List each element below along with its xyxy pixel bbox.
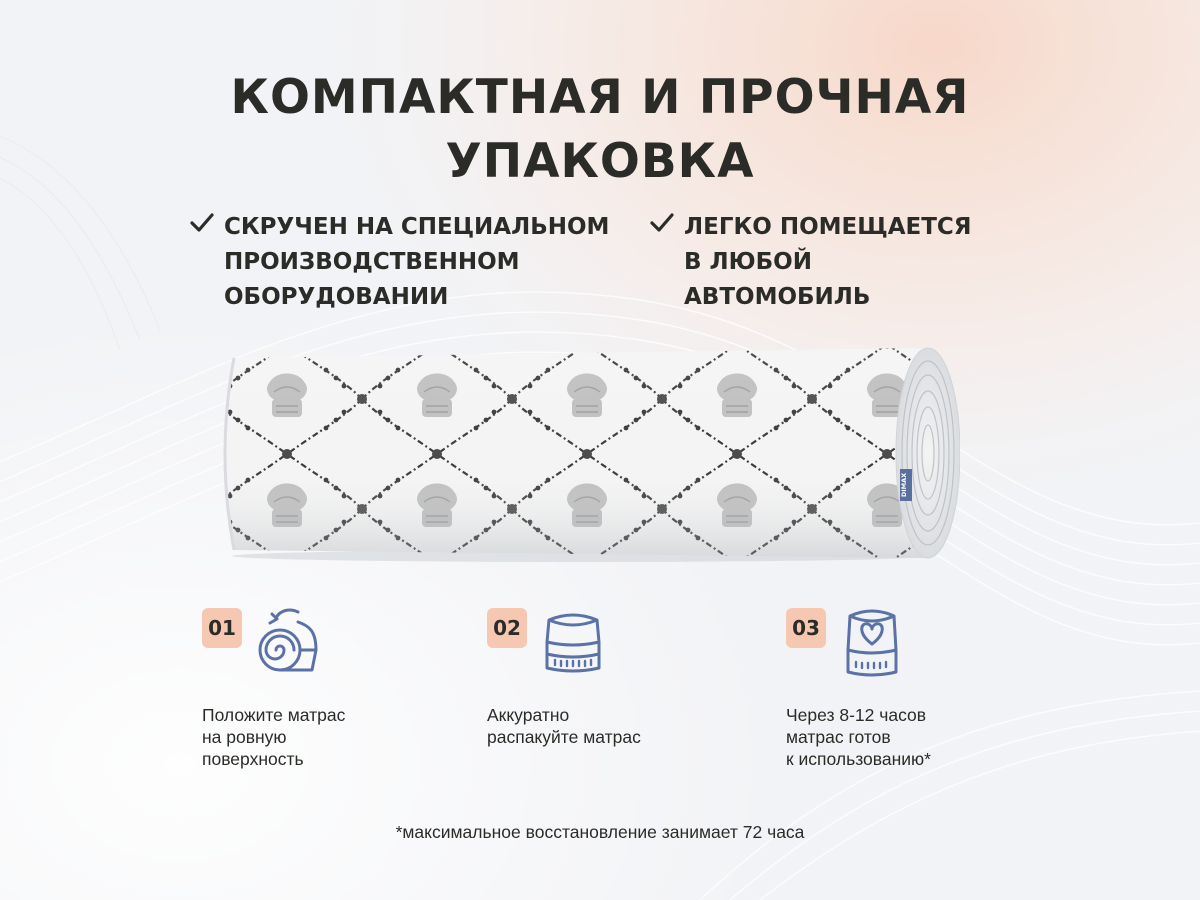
brand-tag: DIMAX xyxy=(900,472,908,498)
feature-bullet-rolled xyxy=(190,210,609,315)
title-line-2: УПАКОВКА xyxy=(445,134,755,189)
step-text-line: Положите матрас xyxy=(202,705,346,725)
step-text-line: матрас готов xyxy=(786,727,891,747)
step-text-line: к использованию* xyxy=(786,749,931,769)
step-text-line: Через 8-12 часов xyxy=(786,705,927,725)
bullet-line: ПРОИЗВОДСТВЕННОМ xyxy=(224,249,520,275)
footnote: *максимальное восстановление занимает 72 часа xyxy=(395,822,805,842)
step-text-line: поверхность xyxy=(202,749,304,769)
unroll-mattress-icon xyxy=(254,602,322,680)
check-icon xyxy=(650,212,674,234)
step-number-badge: 03 xyxy=(786,608,826,648)
bullet-line: В ЛЮБОЙ xyxy=(684,249,812,275)
check-icon xyxy=(190,212,214,234)
mattress-icon xyxy=(539,602,607,680)
step-number-badge: 02 xyxy=(487,608,527,648)
step-text-line: Аккуратно xyxy=(487,705,570,725)
step-text-line: на ровную xyxy=(202,727,287,747)
bullet-line: ОБОРУДОВАНИИ xyxy=(224,284,449,310)
step-text-line: распакуйте матрас xyxy=(487,727,641,747)
title-line-1: КОМПАКТНАЯ И ПРОЧНАЯ xyxy=(230,70,970,125)
bullet-line: ЛЕГКО ПОМЕЩАЕТСЯ xyxy=(684,214,972,240)
step-number-badge: 01 xyxy=(202,608,242,648)
bullet-line: СКРУЧЕН НА СПЕЦИАЛЬНОМ xyxy=(224,214,610,240)
feature-bullet-fits-car xyxy=(650,210,972,315)
heart-mattress-icon xyxy=(838,602,906,680)
rolled-mattress-image xyxy=(212,344,960,562)
bullet-line: АВТОМОБИЛЬ xyxy=(684,284,871,310)
page-title xyxy=(0,66,1200,194)
